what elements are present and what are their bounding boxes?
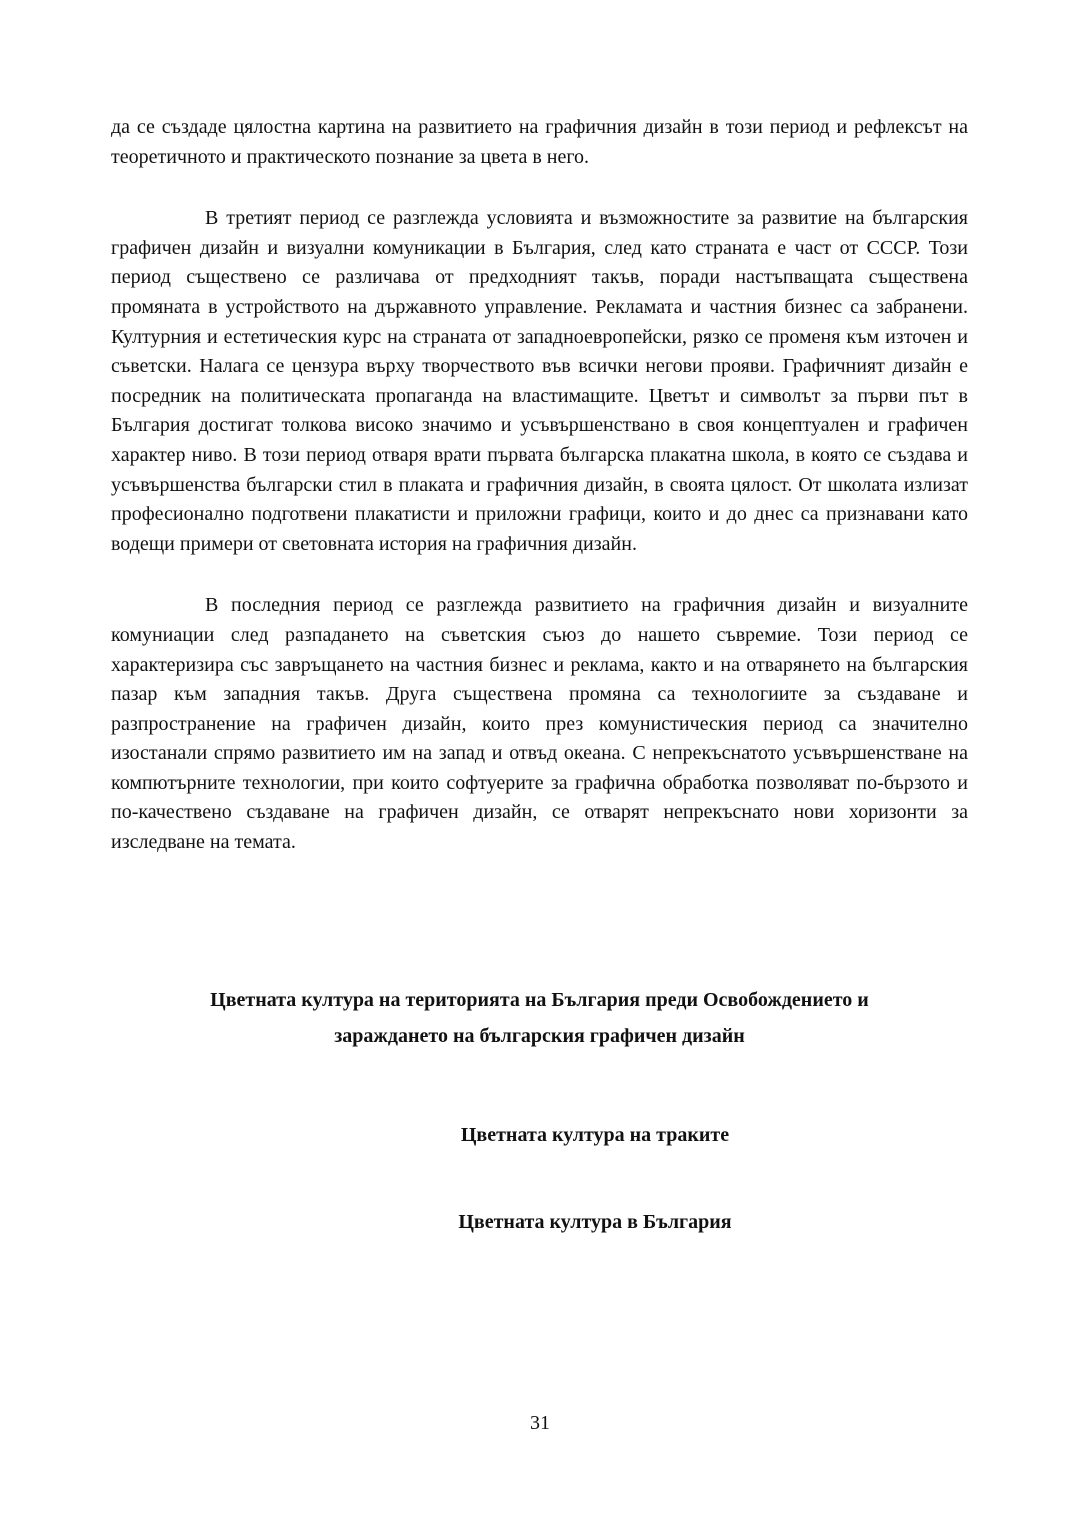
page-number: 31: [530, 1412, 550, 1434]
paragraph-gap: [111, 172, 968, 204]
paragraph-gap: [111, 559, 968, 591]
section-heading: [111, 982, 968, 1054]
subheading-thracians: Цветната култура на траките: [460, 1124, 730, 1146]
subheading-bulgaria: Цветната култура в България: [458, 1211, 732, 1233]
section-heading-line-2: зараждането на българския графичен дизайн: [334, 1025, 745, 1047]
section-heading-line-1: Цветната култура на територията на България преди Освобождението и: [210, 989, 869, 1011]
paragraph-continuation: да се създаде цялостна картина на развитието на графичния дизайн в този период и рефлексът на теоретичното и практическото познание за цвета в него.: [111, 116, 968, 168]
document-body: [111, 113, 968, 858]
paragraph-last-period: В последния период се разглежда развитието на графичния дизайн и визуалните комуниации след разпадането на съветския съюз до нашето съвремие. Този период се характеризира със завръщането на частния бизнес и реклама, както и на отварянето на българския пазар към западния такъв. Друга съществена промяна са технологиите за създаване и разпространение на графичен дизайн, които през комунистическия период са значително изостанали спрямо развитието им на запад и отвъд океана. С непрекъснатото усъвършенстване на компютърните технологии, при които софтуерите за графична обработка позволяват по-бързото и по-качествено създаване на графичен дизайн, се отварят непрекъснато нови хоризонти за изследване на темата.: [111, 594, 968, 854]
paragraph-third-period: В третият период се разглежда условията и възможностите за развитие на българския графичен дизайн и визуални комуникации в България, след като страната е част от СССР. Този период съществено се различава от предходният такъв, поради настъпващата съществена промяната в устройството на държавното управление. Рекламата и частния бизнес са забранени. Културния и естетическия курс на страната от западноевропейски, рязко се променя към източен и съветски. Налага се цензура върху творчеството във всички негови прояви. Графичният дизайн е посредник на политическата пропаганда на властимащите. Цветът и символът за първи път в България достигат толкова високо значимо и усъвършенствано в своя концептуален и графичен характер ниво. В този период отваря врати първата българска плакатна школа, в която се създава и усъвършенства български стил в плаката и графичния дизайн, в своята цялост. От школата излизат професионално подготвени плакатисти и приложни графици, които и до днес са признавани като водещи примери от световната история на графичния дизайн.: [111, 207, 968, 555]
